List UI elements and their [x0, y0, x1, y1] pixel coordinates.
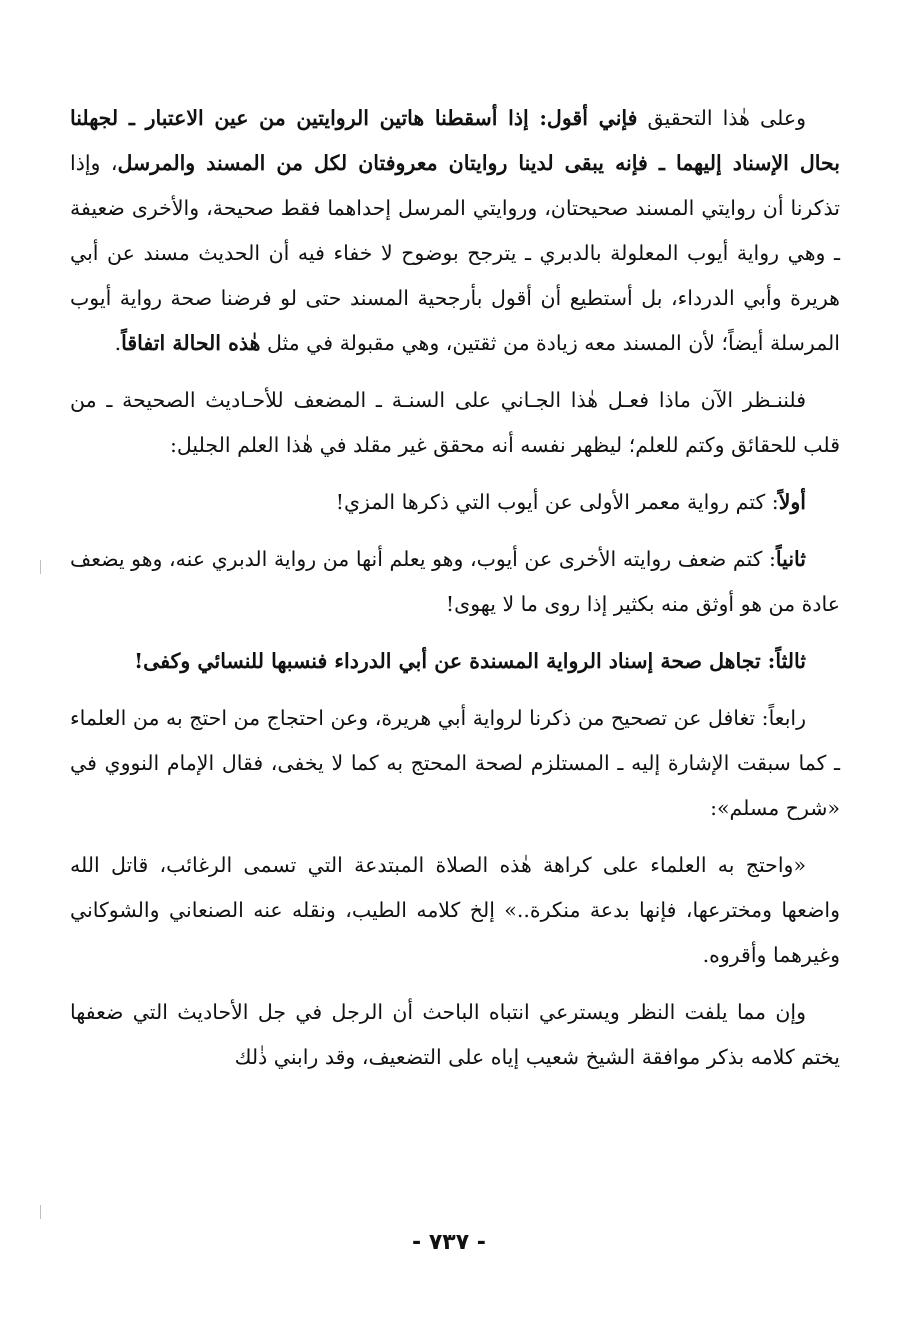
bold-text: فإني أقول: إذا أسقطنا هاتين الروايتين من عين الاعتبار ـ لجهلنا بحال الإسناد إليهما ـ فإنه يبقى لدينا روايتان معروفتان لكل من المسند والمرسل: [70, 106, 840, 175]
text-body: [70, 96, 840, 1080]
page-number: - ٧٣٧ -: [412, 1230, 486, 1255]
bold-text: ثالثاً: [775, 649, 806, 673]
bold-text: : تجاهل صحة إسناد الرواية المسندة عن أبي الدرداء فنسبها للنسائي وكفى!: [134, 649, 776, 673]
body-text: : كتم ضعف روايته الأخرى عن أيوب، وهو يعلم أنها من رواية الدبري عنه، وهو يضعف عادة من هو أوثق منه بكثير إذا روى ما لا يهوى!: [70, 547, 840, 616]
body-text: «واحتج به العلماء على كراهة هٰذه الصلاة المبتدعة التي تسمى الرغائب، قاتل الله واضعها ومخترعها، فإنها بدعة منكرة..» إلخ كلامه الطيب، ونقله عنه الصنعاني والشوكاني وغيرهما وأقروه.: [70, 853, 840, 967]
paragraph-8: [70, 990, 840, 1080]
margin-mark: [40, 1205, 41, 1219]
bold-text: ثانياً: [775, 547, 806, 571]
bold-text: هٰذه الحالة اتفاقاً: [121, 331, 261, 355]
body-text: وعلى هٰذا التحقيق: [637, 106, 806, 130]
body-text: فلننـظر الآن ماذا فعـل هٰذا الجـاني على السنـة ـ المضعف للأحـاديث الصحيحة ـ من قلب للحقائق وكتم للعلم؛ ليظهر نفسه أنه محقق غير مقلد في هٰذا العلم الجليل:: [70, 388, 840, 457]
paragraph-3: [70, 480, 840, 525]
paragraph-5: [70, 639, 840, 684]
paragraph-2: [70, 378, 840, 468]
paragraph-1: [70, 96, 840, 366]
body-text: : كتم رواية معمر الأولى عن أيوب التي ذكرها المزي!: [335, 490, 779, 514]
body-text: وإن مما يلفت النظر ويسترعي انتباه الباحث أن الرجل في جل الأحاديث التي ضعفها يختم كلامه بذكر موافقة الشيخ شعيب إياه على التضعيف، وقد رابني ذٰلك: [70, 1000, 840, 1069]
body-text: : تغافل عن تصحيح من ذكرنا لرواية أبي هريرة، وعن احتجاج من احتج به من العلماء ـ كما سبقت الإشارة إليه ـ المستلزم لصحة المحتج به كما لا يخفى، فقال الإمام النووي في «شرح مسلم»:: [70, 706, 840, 820]
body-text: رابعاً: [768, 706, 806, 730]
paragraph-6: [70, 696, 840, 831]
bold-text: أولاً: [778, 490, 806, 514]
body-text: ، وإذا تذكرنا أن روايتي المسند صحيحتان، وروايتي المرسل إحداهما فقط صحيحة، والأخرى ضعيفة ـ وهي رواية أيوب المعلولة بالدبري ـ يترجح بوضوح لا خفاء فيه أن الحديث مسند عن أبي هريرة وأبي الدرداء، بل أستطيع أن أقول بأرجحية المسند حتى لو فرضنا صحة رواية أيوب المرسلة أيضاً؛ لأن المسند معه زيادة من ثقتين، وهي مقبولة في مثل: [70, 151, 840, 355]
paragraph-4: [70, 537, 840, 627]
paragraph-7: [70, 843, 840, 978]
margin-mark: [40, 560, 41, 574]
body-text: .: [114, 331, 122, 355]
